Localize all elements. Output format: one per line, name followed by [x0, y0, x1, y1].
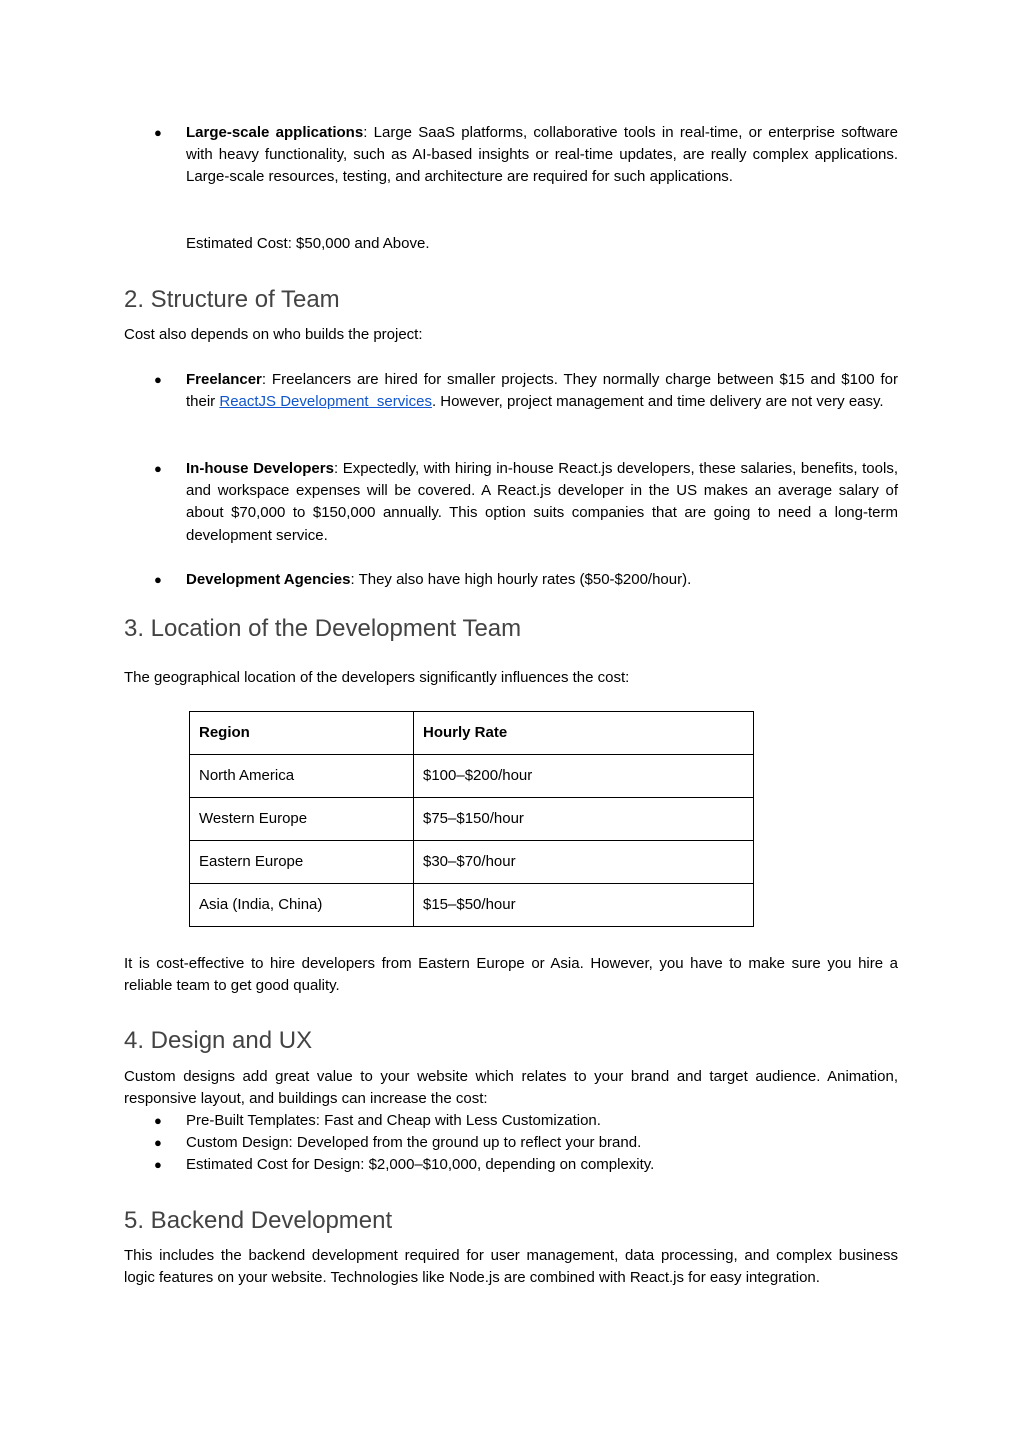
bullet-icon: ● — [154, 1113, 162, 1128]
section-heading-location: 3. Location of the Development Team — [124, 615, 522, 642]
section2-intro: Cost also depends on who builds the project: — [124, 326, 423, 343]
table-cell-region: Eastern Europe — [190, 841, 414, 884]
list-item-text: Estimated Cost for Design: $2,000–$10,000, depending on complexity. — [186, 1156, 655, 1173]
table-row — [190, 841, 754, 884]
section-heading-team-structure: 2. Structure of Team — [124, 286, 340, 313]
inhouse-description: : Expectedly, with hiring in-house React.js developers, these salaries, benefits, tools, and workspace expenses will be covered. A React.js developer in the US makes an average salary of about $70,000 to $150,000 annually. This option suits companies that are going to need a long-term development service. — [186, 460, 898, 544]
table-cell-rate: $15–$50/hour — [414, 884, 754, 927]
bullet-icon: ● — [154, 572, 162, 587]
section-heading-backend: 5. Backend Development — [124, 1207, 393, 1234]
list-item-text — [186, 569, 898, 591]
term-large-scale: Large-scale applications — [186, 124, 364, 141]
bullet-icon: ● — [154, 125, 162, 140]
freelancer-text-after: . However, project management and time delivery are not very easy. — [431, 393, 884, 411]
list-item-text — [186, 369, 898, 413]
term-freelancer: Freelancer — [186, 371, 262, 388]
table-cell-rate: $100–$200/hour — [414, 755, 754, 798]
large-scale-cost: Estimated Cost: $50,000 and Above. — [186, 235, 430, 252]
section5-text: This includes the backend development required for user management, data processing, and complex business logic features on your website. Technologies like Node.js are combined with React.js for easy integration. — [124, 1247, 898, 1287]
table-header-rate: Hourly Rate — [414, 712, 754, 755]
table-cell-region: Asia (India, China) — [190, 884, 414, 927]
table-header-region: Region — [190, 712, 414, 755]
section-heading-design: 4. Design and UX — [124, 1027, 313, 1054]
agencies-description: : They also have high hourly rates ($50-$200/hour). — [350, 571, 692, 588]
table-row — [190, 798, 754, 841]
table-cell-rate: $75–$150/hour — [414, 798, 754, 841]
table-header-row — [190, 712, 754, 755]
section3-outro: It is cost-effective to hire developers from Eastern Europe or Asia. However, you have to make sure you hire a reliable team to get good quality. — [124, 955, 898, 995]
list-item-text: Custom Design: Developed from the ground up to reflect your brand. — [186, 1134, 642, 1151]
table-row — [190, 755, 754, 798]
bullet-icon: ● — [154, 1157, 162, 1172]
table-cell-rate: $30–$70/hour — [414, 841, 754, 884]
term-agencies: Development Agencies — [186, 571, 351, 588]
hourly-rates-table — [189, 711, 754, 927]
list-item-text — [186, 458, 898, 547]
table-cell-region: Western Europe — [190, 798, 414, 841]
term-inhouse: In-house Developers — [186, 460, 334, 477]
bullet-icon: ● — [154, 461, 162, 476]
section3-intro: The geographical location of the developers significantly influences the cost: — [124, 669, 630, 686]
section4-intro: Custom designs add great value to your website which relates to your brand and target audience. Animation, responsive layout, and buildings can increase the cost: — [124, 1068, 898, 1108]
list-item-text: Pre-Built Templates: Fast and Cheap with Less Customization. — [186, 1112, 601, 1129]
freelancer-text: : Freelancers are hired for smaller projects. They normally charge between $15 and $100 for their — [186, 371, 898, 411]
bullet-icon: ● — [154, 1135, 162, 1150]
large-scale-description: : Large SaaS platforms, collaborative tools in real-time, or enterprise software with heavy functionality, such as AI-based insights or real-time updates, are really complex applications. Large-scale resources, testing, and architecture are required for such applications. — [186, 124, 898, 186]
list-item-text — [186, 122, 898, 189]
table-row — [190, 884, 754, 927]
reactjs-services-link[interactable]: ReactJS Development services — [219, 393, 432, 411]
bullet-icon: ● — [154, 372, 162, 387]
table-cell-region: North America — [190, 755, 414, 798]
